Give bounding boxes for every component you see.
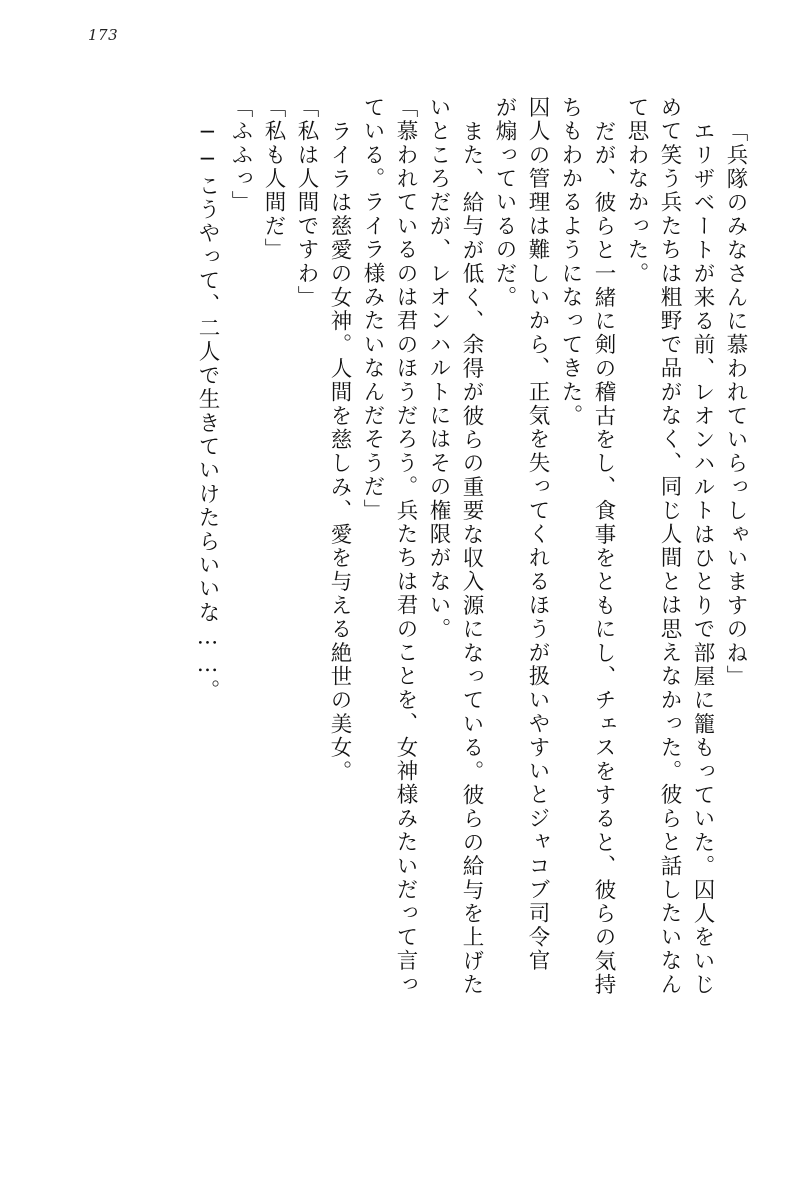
text-line: 「慕われているのは君のほうだろう。兵たちは君のことを、女神様みたいだって言っ [393,96,418,997]
text-line: ちもわかるようになってきた。 [558,96,583,428]
text-line: 「兵隊のみなさんに慕われていらっしゃいますのね」 [723,120,748,689]
text-line: ──こうやって、二人で生きていけたらいいな……。 [195,120,220,703]
text-line: ている。ライラ様みたいなんだそうだ」 [360,96,385,523]
text-line: だが、彼らと一緒に剣の稽古をし、食事をともにし、チェスをすると、彼らの気持 [591,120,616,997]
text-line: が煽っているのだ。 [492,96,517,310]
text-line: エリザベートが来る前、レオンハルトはひとりで部屋に籠もっていた。囚人をいじ [690,120,715,997]
text-line: ライラは慈愛の女神。人間を慈しみ、愛を与える絶世の美女。 [327,120,352,784]
text-line: 囚人の管理は難しいから、正気を失ってくれるほうが扱いやすいとジャコブ司令官 [525,96,550,973]
text-line: いところだが、レオンハルトにはその権限がない。 [426,96,451,642]
page-number: 173 [88,26,119,44]
text-line: めて笑う兵たちは粗野で品がなく、同じ人間とは思えなかった。彼らと話したいなん [657,96,682,997]
text-line: また、給与が低く、余得が彼らの重要な収入源になっている。彼らの給与を上げた [459,120,484,997]
text-line: 「ふふっ」 [228,96,253,215]
text-line: 「私も人間だ」 [261,96,286,262]
body-text [46,96,746,1156]
text-line: て思わなかった。 [624,96,649,286]
text-line: 「私は人間ですわ」 [294,96,319,310]
